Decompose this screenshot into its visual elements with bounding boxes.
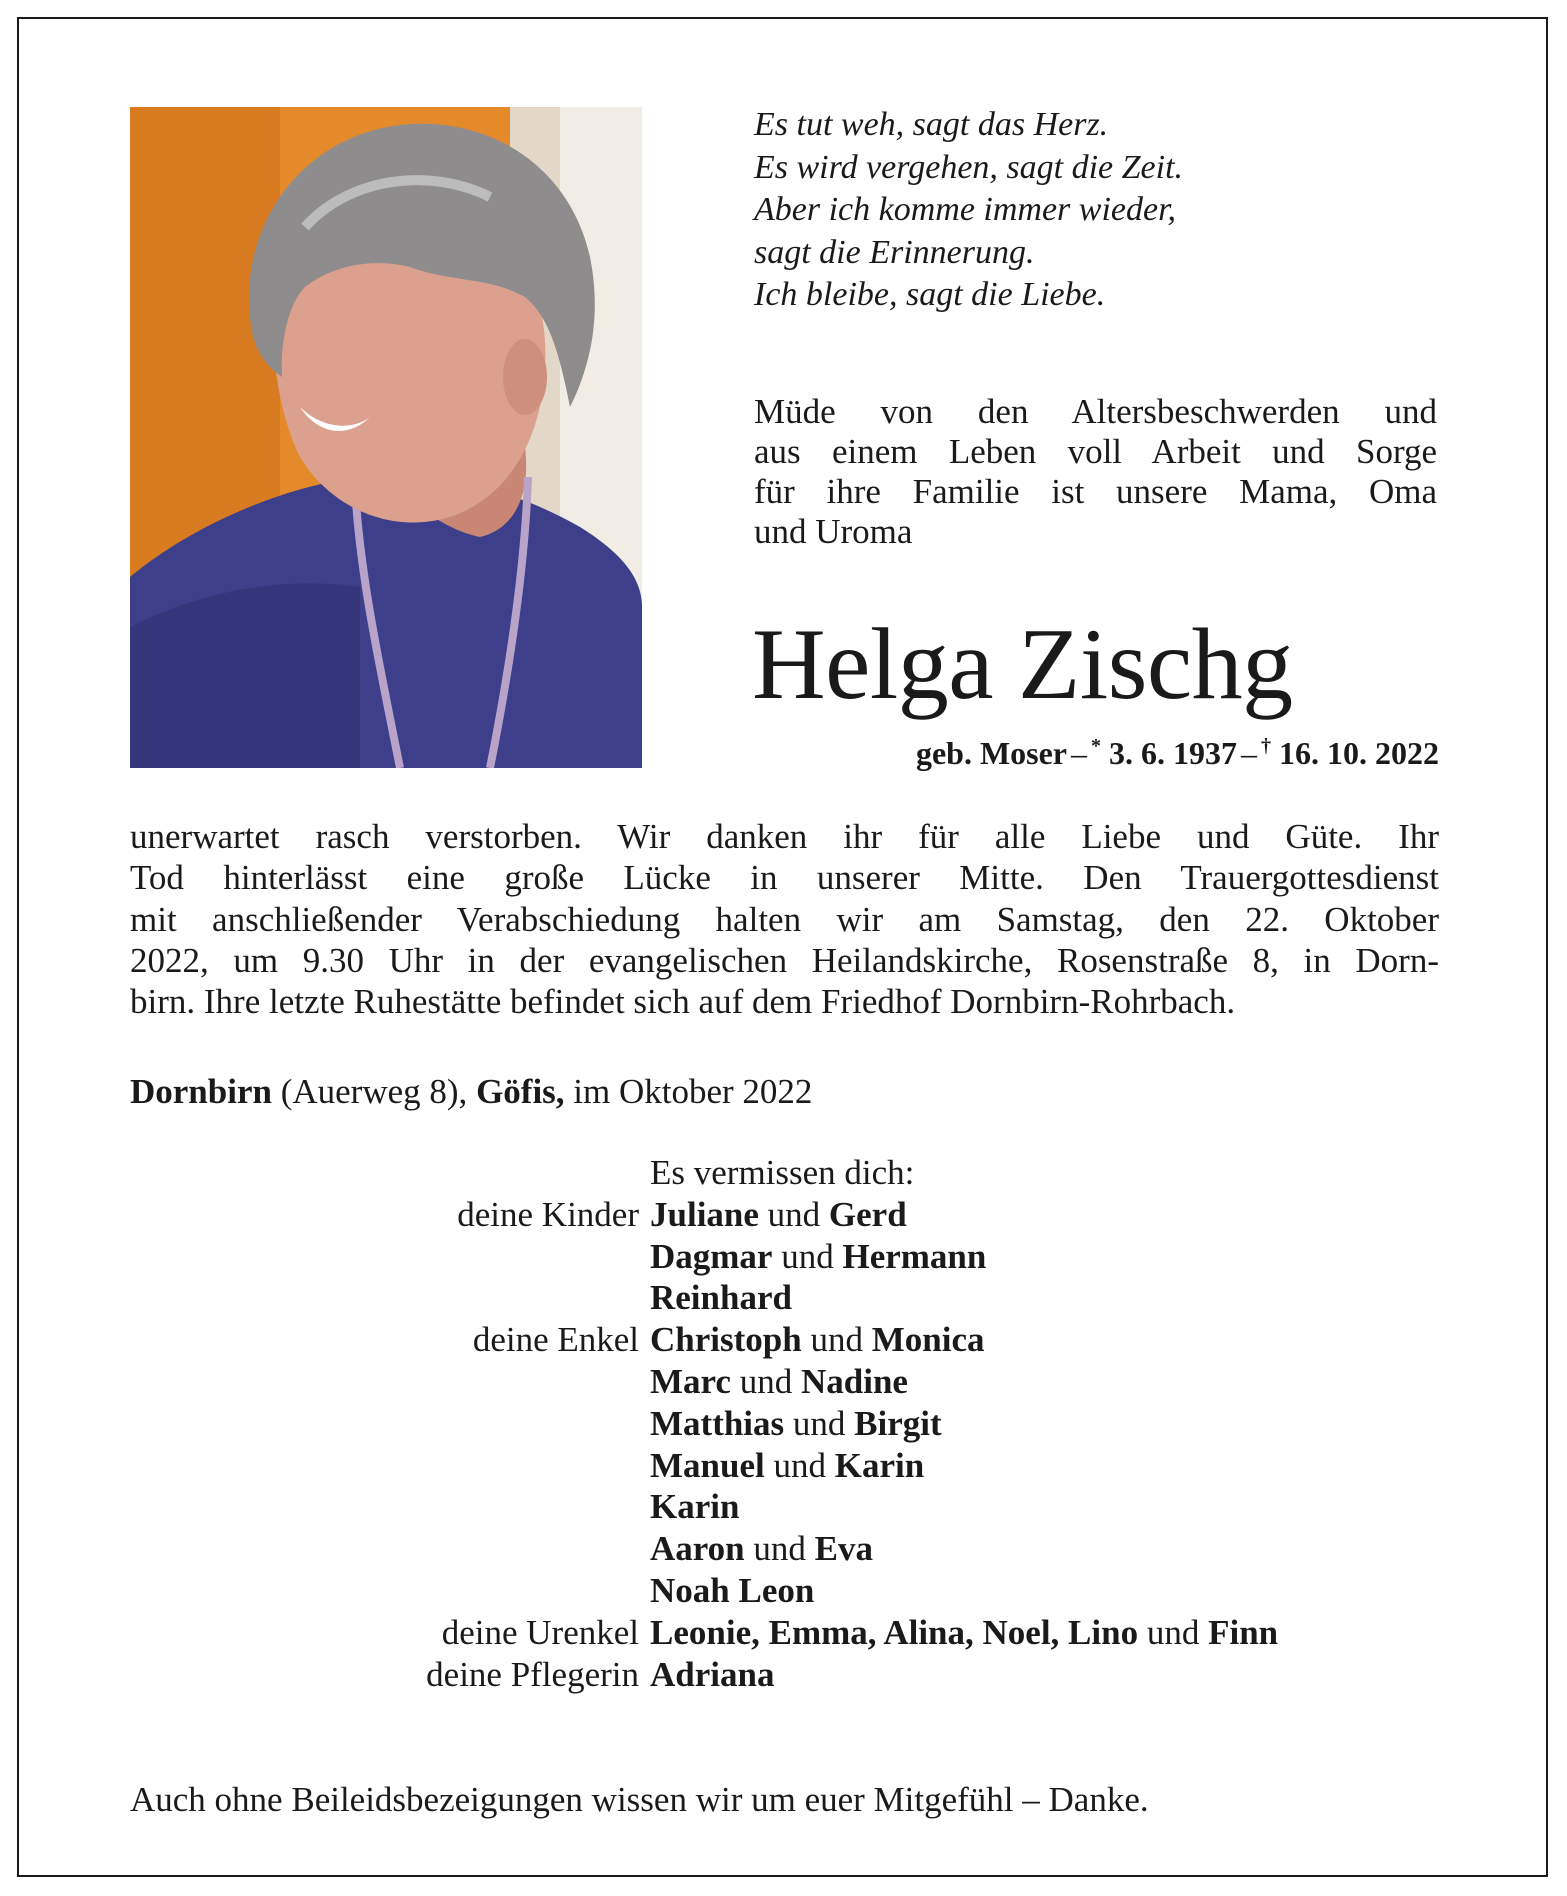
mourner-name: Juliane bbox=[650, 1194, 759, 1234]
mourner-name: Hermann bbox=[842, 1236, 987, 1276]
address: (Auerweg 8), bbox=[271, 1072, 477, 1111]
mourners-heading-row bbox=[130, 1153, 1450, 1195]
intro-line: und Uroma bbox=[754, 512, 913, 551]
separator: – bbox=[1071, 735, 1087, 771]
mourner-rows bbox=[130, 1195, 1450, 1697]
poem bbox=[754, 104, 1454, 317]
mourner-name: Nadine bbox=[800, 1361, 908, 1401]
conjunction: und bbox=[764, 1445, 835, 1485]
mourner-name: Adriana bbox=[650, 1654, 775, 1694]
death-symbol: † bbox=[1261, 735, 1271, 757]
mourner-row bbox=[130, 1404, 1450, 1446]
conjunction: und bbox=[758, 1194, 829, 1234]
mourner-names bbox=[650, 1529, 873, 1569]
relation-label: deine Kinder bbox=[457, 1194, 639, 1234]
relation-label: deine Urenkel bbox=[441, 1612, 639, 1652]
mourner-row bbox=[130, 1320, 1450, 1362]
mourner-name: Karin bbox=[650, 1487, 740, 1527]
mourner-names bbox=[650, 1278, 792, 1318]
place-and-date bbox=[130, 1071, 812, 1113]
mourner-names bbox=[650, 1320, 984, 1360]
mourner-name: Birgit bbox=[854, 1403, 942, 1443]
mourner-names bbox=[650, 1487, 739, 1527]
mourner-name: Dagmar bbox=[650, 1236, 773, 1276]
mourners-list bbox=[130, 1153, 1450, 1696]
mourner-name: Monica bbox=[871, 1320, 985, 1360]
deceased-name: Helga Zischg bbox=[752, 608, 1293, 721]
mourner-names bbox=[650, 1446, 924, 1486]
poem-line: Aber ich komme immer wieder, bbox=[754, 191, 1177, 228]
mourner-names bbox=[650, 1237, 986, 1277]
birth-date: 3. 6. 1937 bbox=[1109, 735, 1237, 771]
life-dates bbox=[754, 735, 1439, 772]
mourner-name: Matthias bbox=[650, 1403, 785, 1443]
mourner-name: Reinhard bbox=[650, 1278, 792, 1318]
mourner-name: Marc bbox=[650, 1361, 731, 1401]
separator: – bbox=[1241, 735, 1257, 771]
body-line: mit anschließender Verabschiedung halten wir am Samstag, den 22. Oktober bbox=[130, 899, 1439, 939]
conjunction: und bbox=[1138, 1612, 1209, 1652]
mourner-name: Manuel bbox=[650, 1445, 765, 1485]
town-goefis: Göfis, bbox=[476, 1072, 565, 1111]
mourner-name: Finn bbox=[1208, 1612, 1279, 1652]
conjunction: und bbox=[772, 1236, 843, 1276]
intro-paragraph bbox=[754, 392, 1437, 552]
mourner-name: Gerd bbox=[828, 1194, 907, 1234]
mourner-name: Noah Leon bbox=[650, 1570, 815, 1610]
body-line: unerwartet rasch verstorben. Wir danken ihr für alle Liebe und Güte. Ihr bbox=[130, 817, 1439, 856]
mourner-names bbox=[650, 1404, 942, 1444]
body-paragraph bbox=[130, 816, 1439, 1022]
mourner-row bbox=[130, 1529, 1450, 1571]
mourner-name: Christoph bbox=[650, 1320, 802, 1360]
mourner-name: Aaron bbox=[650, 1529, 745, 1569]
body-line: birn. Ihre letzte Ruhestätte befindet sich auf dem Friedhof Dornbirn-Rohrbach. bbox=[130, 982, 1236, 1022]
intro-line: für ihre Familie ist unsere Mama, Oma bbox=[754, 472, 1437, 511]
mourner-names bbox=[650, 1195, 907, 1235]
mourner-name: Leonie, Emma, Alina, Noel, Lino bbox=[650, 1612, 1139, 1652]
mourner-name: Karin bbox=[834, 1445, 925, 1485]
town-dornbirn: Dornbirn bbox=[130, 1072, 272, 1111]
mourner-row bbox=[130, 1613, 1450, 1655]
body-line: 2022, um 9.30 Uhr in der evangelischen Heilandskirche, Rosenstraße 8, in Dorn- bbox=[130, 940, 1439, 980]
mourner-row bbox=[130, 1278, 1450, 1320]
body-line: Tod hinterlässt eine große Lücke in unserer Mitte. Den Trauergottesdienst bbox=[130, 858, 1439, 898]
birth-symbol: * bbox=[1091, 735, 1101, 757]
mourners-heading: Es vermissen dich: bbox=[650, 1153, 915, 1192]
mourner-row bbox=[130, 1655, 1450, 1697]
death-date: 16. 10. 2022 bbox=[1279, 735, 1439, 771]
relation-label: deine Enkel bbox=[472, 1320, 639, 1360]
relation-label: deine Pflegerin bbox=[426, 1654, 639, 1694]
mourner-row bbox=[130, 1237, 1450, 1279]
mourner-names bbox=[650, 1571, 814, 1611]
intro-line: aus einem Leben voll Arbeit und Sorge bbox=[754, 432, 1437, 471]
poem-line: sagt die Erinnerung. bbox=[754, 233, 1035, 271]
conjunction: und bbox=[730, 1361, 801, 1401]
mourner-row bbox=[130, 1446, 1450, 1488]
mourner-names bbox=[650, 1362, 908, 1402]
poem-line: Es tut weh, sagt das Herz. bbox=[754, 106, 1109, 143]
mourner-names bbox=[650, 1655, 774, 1695]
closing-line: Auch ohne Beileidsbezeigungen wissen wir um euer Mitgefühl – Danke. bbox=[130, 1780, 1149, 1819]
portrait-photo bbox=[130, 107, 642, 768]
poem-line: Es wird vergehen, sagt die Zeit. bbox=[754, 148, 1184, 186]
mourner-row bbox=[130, 1195, 1450, 1237]
birth-name: geb. Moser bbox=[915, 735, 1067, 771]
notice-date: im Oktober 2022 bbox=[564, 1072, 813, 1111]
mourner-row bbox=[130, 1487, 1450, 1529]
intro-line: Müde von den Altersbeschwerden und bbox=[754, 392, 1437, 431]
mourner-names bbox=[650, 1613, 1278, 1653]
conjunction: und bbox=[801, 1320, 872, 1360]
conjunction: und bbox=[744, 1529, 815, 1569]
poem-line: Ich bleibe, sagt die Liebe. bbox=[754, 276, 1106, 313]
mourner-row bbox=[130, 1571, 1450, 1613]
conjunction: und bbox=[784, 1403, 855, 1443]
mourner-row bbox=[130, 1362, 1450, 1404]
mourner-name: Eva bbox=[814, 1529, 874, 1569]
